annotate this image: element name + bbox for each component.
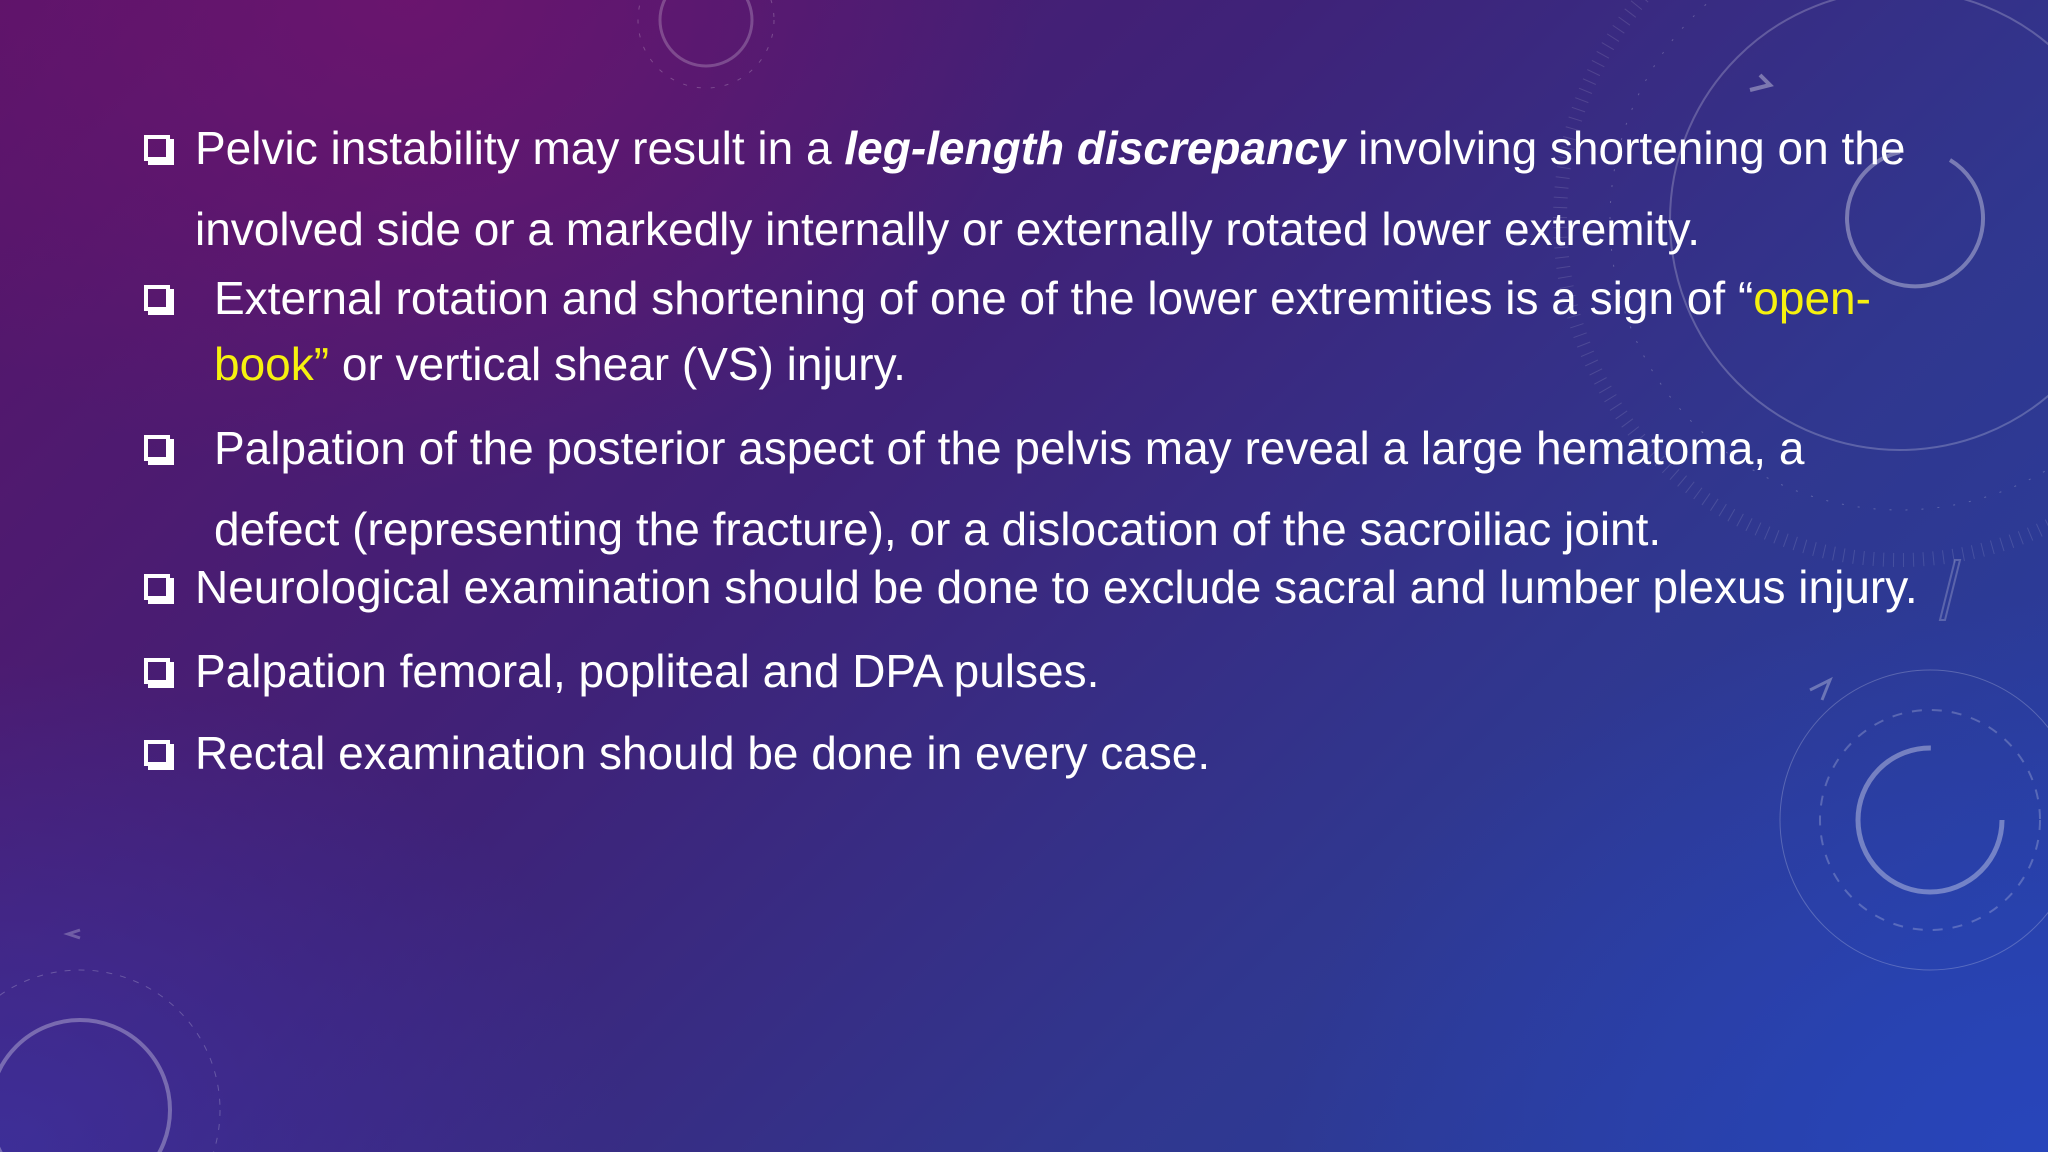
bullet-item	[140, 713, 1940, 794]
bullet-text: Rectal examination should be done in every case.	[195, 727, 1211, 779]
highlight-text: open-book”	[214, 272, 1871, 390]
checkbox-bullet-icon	[144, 135, 170, 161]
bullet-item	[140, 108, 1940, 270]
checkbox-bullet-icon	[144, 740, 170, 766]
bullet-text: Palpation of the posterior aspect of the pelvis may reveal a large hematoma, a defect (representing the fracture), or a dislocation of the sacroiliac joint.	[214, 422, 1805, 555]
bullet-text: Neurological examination should be done to exclude sacral and lumber plexus injury.	[195, 561, 1918, 613]
bullet-item	[140, 631, 1940, 712]
checkbox-bullet-icon	[144, 574, 170, 600]
bullet-item	[140, 557, 1940, 618]
bullet-item	[140, 408, 1940, 570]
bullet-item	[140, 265, 1940, 397]
checkbox-bullet-icon	[144, 435, 170, 461]
bullet-text: Palpation femoral, popliteal and DPA pulses.	[195, 645, 1100, 697]
checkbox-bullet-icon	[144, 285, 170, 311]
emphasis-text: leg-length discrepancy	[844, 122, 1346, 174]
slide-content	[140, 108, 1940, 794]
bullet-text: External rotation and shortening of one of the lower extremities is a sign of “open-book” or vertical shear (VS) injury.	[214, 272, 1871, 390]
bullet-text: Pelvic instability may result in a leg-length discrepancy involving shortening on the involved side or a markedly internally or externally rotated lower extremity.	[195, 122, 1906, 255]
checkbox-bullet-icon	[144, 658, 170, 684]
